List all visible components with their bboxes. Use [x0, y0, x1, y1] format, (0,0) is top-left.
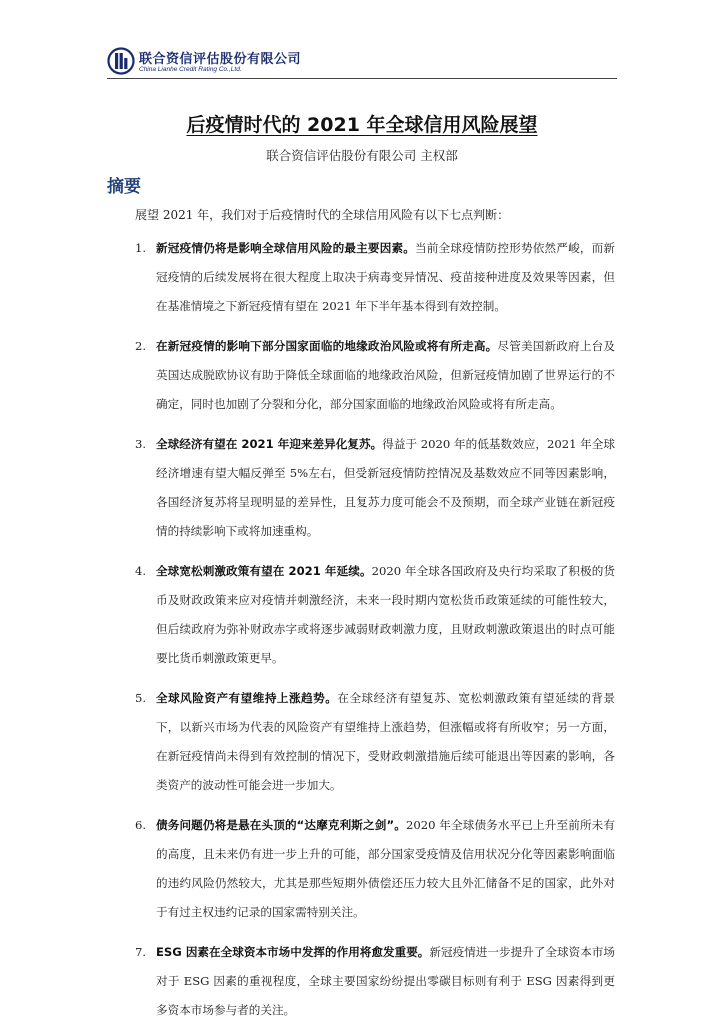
list-item: [135, 684, 615, 800]
document-subtitle: 联合资信评估股份有限公司 主权部: [266, 148, 458, 163]
list-item-heading: 新冠疫情仍将是影响全球信用风险的最主要因素。: [156, 241, 416, 255]
list-item: [135, 332, 615, 419]
company-name-cn: 联合资信评估股份有限公司: [139, 52, 302, 67]
list-item-heading: 全球经济有望在 2021 年迎来差异化复苏。: [156, 437, 383, 451]
list-item-text: 在全球经济有望复苏、宽松刺激政策有望延续的背景下，以新兴市场为代表的风险资产有望维持上涨趋势，但涨幅或将有所收窄；另一方面，在新冠疫情尚未得到有效控制的情况下，受财政刺激措施后续可能退出等因素的影响，各类资产的波动性可能会进一步加大。: [156, 691, 615, 792]
list-item-number: 7.: [135, 945, 147, 959]
list-item: [135, 811, 615, 927]
list-item-number: 4.: [135, 564, 147, 578]
list-item-number: 1.: [135, 241, 147, 255]
list-item-number: 6.: [135, 818, 147, 832]
list-item-number: 2.: [135, 339, 147, 353]
list-item-text: 2020 年全球债务水平已上升至前所未有的高度，且未来仍有进一步上升的可能，部分国家受疫情及信用状况分化等因素影响面临的违约风险仍然较大，尤其是那些短期外债偿还压力较大且外汇储备不足的国家，此外对于有过主权违约记录的国家需特别关注。: [156, 818, 615, 919]
list-item-text: 新冠疫情进一步提升了全球资本市场对于 ESG 因素的重视程度，全球主要国家纷纷提出零碳目标则有利于 ESG 因素得到更多资本市场参与者的关注。: [156, 945, 615, 1017]
list-item-number: 3.: [135, 437, 147, 451]
list-item-text: 得益于 2020 年的低基数效应，2021 年全球经济增速有望大幅反弹至 5%左右，但受新冠疫情防控情况及基数效应不同等因素影响，各国经济复苏将呈现明显的差异性，且复苏力度可能会不及预期，而全球产业链在新冠疫情的持续影响下或将加速重构。: [156, 437, 615, 538]
list-item-heading: 全球风险资产有望维持上涨趋势。: [156, 691, 338, 705]
page-header: [107, 44, 617, 79]
intro-paragraph: 展望 2021 年，我们对于后疫情时代的全球信用风险有以下七点判断：: [135, 208, 510, 222]
section-heading-abstract: 摘要: [107, 177, 141, 197]
lianhe-logo-icon: [107, 47, 135, 75]
list-item: [135, 557, 615, 673]
list-item-text: 2020 年全球各国政府及央行均采取了积极的货币及财政政策来应对疫情并刺激经济，未来一段时期内宽松货币政策延续的可能性较大，但后续政府为弥补财政赤字或将逐步减弱财政刺激力度，且财政刺激政策退出的时点可能要比货币刺激政策更早。: [156, 564, 615, 665]
list-item-heading: ESG 因素在全球资本市场中发挥的作用将愈发重要。: [156, 945, 430, 959]
list-item-text: 当前全球疫情防控形势依然严峻，而新冠疫情的后续发展将在很大程度上取决于病毒变异情况、疫苗接种进度及效果等因素，但在基准情境之下新冠疫情有望在 2021 年下半年基本得到有效控制。: [156, 241, 615, 313]
judgement-list: [135, 234, 615, 1036]
list-item: [135, 234, 615, 321]
company-name-en: China Lianhe Credit Rating Co.,Ltd.: [139, 66, 242, 73]
list-item-heading: 在新冠疫情的影响下部分国家面临的地缘政治风险或将有所走高。: [156, 339, 498, 353]
list-item: [135, 938, 615, 1025]
list-item-text: 尽管美国新政府上台及英国达成脱欧协议有助于降低全球面临的地缘政治风险，但新冠疫情加剧了世界运行的不确定，同时也加剧了分裂和分化，部分国家面临的地缘政治风险或将有所走高。: [156, 339, 615, 411]
list-item-number: 5.: [135, 691, 147, 705]
document-title: 后疫情时代的 2021 年全球信用风险展望: [186, 114, 538, 136]
list-item-heading: 债务问题仍将是悬在头顶的“达摩克利斯之剑”。: [156, 818, 406, 832]
list-item: [135, 430, 615, 546]
list-item-heading: 全球宽松刺激政策有望在 2021 年延续。: [156, 564, 372, 578]
